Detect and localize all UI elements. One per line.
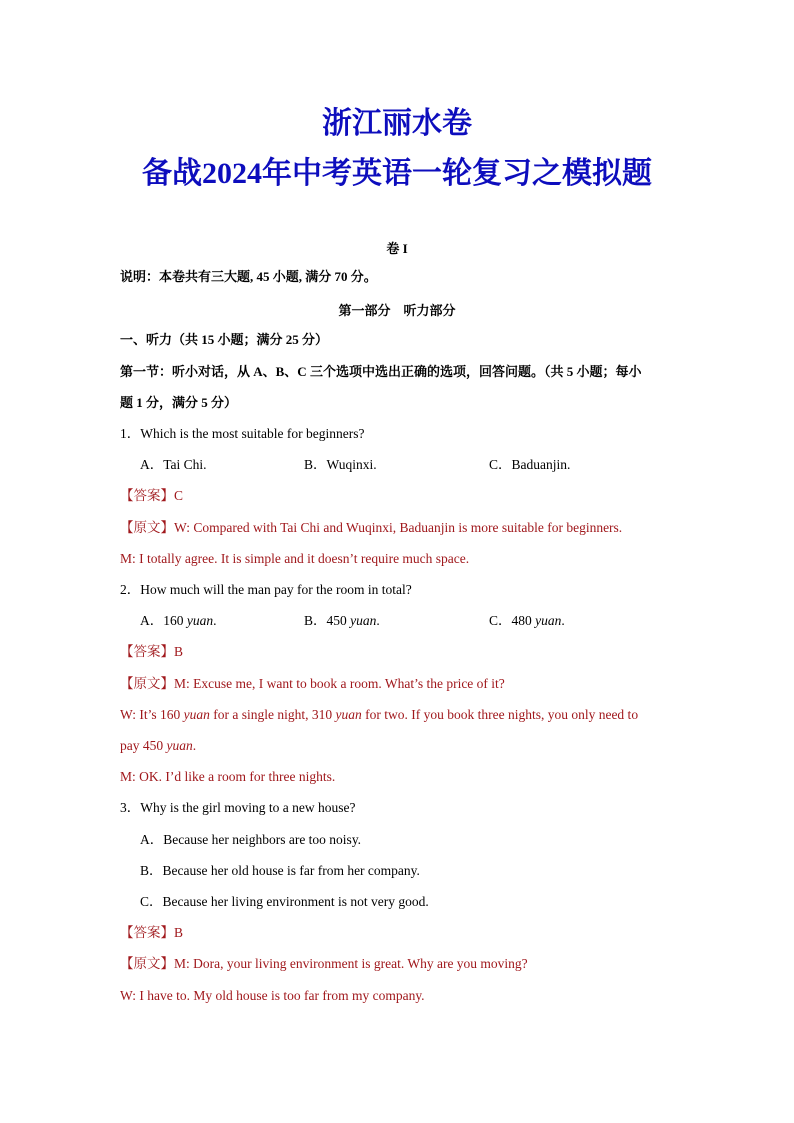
- q3-transcript-1: [120, 955, 528, 973]
- transcript-part: pay 450: [120, 738, 167, 753]
- answer-value: B: [174, 644, 184, 659]
- document-title: 浙江丽水卷: [322, 107, 472, 140]
- part-heading: 第一部分 听力部分: [338, 303, 456, 318]
- transcript-unit: yuan: [335, 707, 362, 722]
- q1-transcript-2: M: I totally agree. It is simple and it doesn’t require much space.: [120, 551, 470, 566]
- transcript-line: M: Dora, your living environment is great. Why are you moving?: [174, 956, 528, 971]
- section-description-cont: 题 1 分，满分 5 分）: [120, 395, 238, 410]
- q2-option-b: [304, 612, 380, 630]
- option-unit: yuan: [350, 613, 377, 628]
- q1-option-a: A．Tai Chi.: [140, 457, 207, 472]
- q2-answer: [120, 643, 183, 661]
- option-text: C．480: [489, 613, 536, 628]
- q3-option-a: A．Because her neighbors are too noisy.: [140, 832, 362, 847]
- question-3: 3．Why is the girl moving to a new house?: [120, 800, 356, 815]
- transcript-line: M: Excuse me, I want to book a room. What’s the price of it?: [174, 676, 505, 691]
- transcript-label: 【原文】: [120, 956, 174, 971]
- transcript-unit: yuan: [166, 738, 193, 753]
- transcript-label: 【原文】: [120, 520, 174, 535]
- answer-label: 【答案】: [120, 488, 174, 503]
- option-punct: .: [213, 613, 217, 628]
- answer-value: C: [174, 488, 184, 503]
- transcript-part: W: It’s 160: [120, 707, 184, 722]
- q2-transcript-2: [120, 706, 638, 724]
- transcript-part: for a single night, 310: [209, 707, 336, 722]
- option-punct: .: [561, 613, 565, 628]
- question-2: 2．How much will the man pay for the room in total?: [120, 582, 412, 597]
- transcript-label: 【原文】: [120, 676, 174, 691]
- option-text: B．450: [304, 613, 351, 628]
- question-1: 1．Which is the most suitable for beginners?: [120, 426, 365, 441]
- option-unit: yuan: [186, 613, 214, 628]
- answer-value: B: [174, 925, 184, 940]
- transcript-part: .: [192, 738, 197, 753]
- answer-label: 【答案】: [120, 644, 174, 659]
- q2-transcript-3: [120, 737, 196, 755]
- document-subtitle: 备战2024年中考英语一轮复习之模拟题: [142, 157, 652, 190]
- instructions: 说明：本卷共有三大题, 45 小题, 满分 70 分。: [120, 269, 377, 284]
- q2-option-a: [140, 612, 217, 630]
- q1-option-c: C．Baduanjin.: [489, 457, 571, 472]
- q2-transcript-1: [120, 675, 505, 693]
- transcript-line: W: Compared with Tai Chi and Wuqinxi, Baduanjin is more suitable for beginners.: [174, 520, 623, 535]
- volume-label: 卷 I: [386, 241, 408, 256]
- answer-label: 【答案】: [120, 925, 174, 940]
- q3-option-c: C．Because her living environment is not very good.: [140, 894, 429, 909]
- q1-answer: [120, 487, 183, 505]
- section-description: 第一节：听小对话，从 A、B、C 三个选项中选出正确的选项，回答问题。（共 5 小题；每小: [120, 364, 642, 379]
- section-heading: 一、听力（共 15 小题；满分 25 分）: [120, 332, 329, 347]
- transcript-part: for two. If you book three nights, you only need to: [361, 707, 639, 722]
- q1-option-b: B．Wuqinxi.: [304, 457, 377, 472]
- option-unit: yuan: [535, 613, 562, 628]
- q2-transcript-4: M: OK. I’d like a room for three nights.: [120, 769, 336, 784]
- option-punct: .: [376, 613, 380, 628]
- q2-option-c: [489, 612, 565, 630]
- q3-transcript-2: W: I have to. My old house is too far from my company.: [120, 988, 425, 1003]
- q3-answer: [120, 924, 183, 942]
- q3-option-b: B．Because her old house is far from her company.: [140, 863, 420, 878]
- option-text: A．160: [140, 613, 187, 628]
- transcript-unit: yuan: [183, 707, 210, 722]
- q1-transcript-1: [120, 519, 622, 537]
